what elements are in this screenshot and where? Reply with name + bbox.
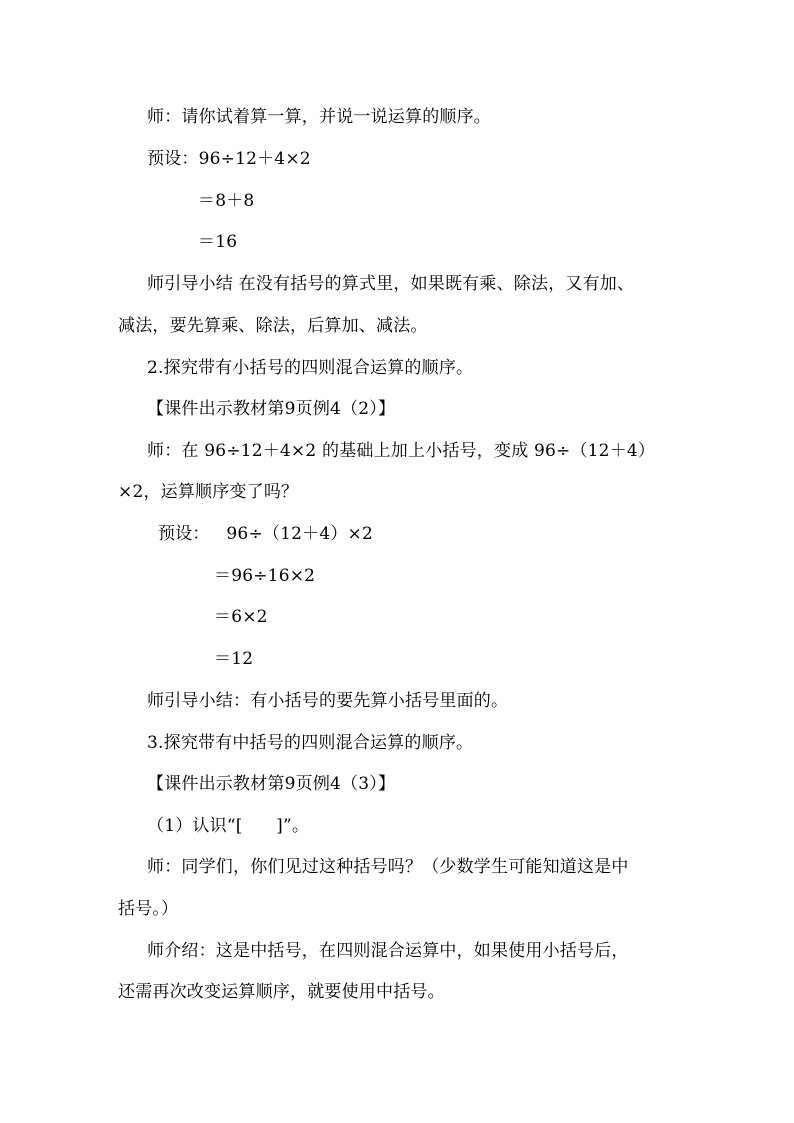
summary-small-brackets: 师引导小结：有小括号的要先算小括号里面的。 (147, 691, 509, 711)
preset-expression-line: 预设：96÷12＋4×2 (147, 149, 311, 169)
teacher-ask-students-line-2: 括号。） (118, 899, 179, 919)
section-heading-2: 2.探究带有小括号的四则混合运算的顺序。 (147, 358, 474, 378)
courseware-note-2: 【课件出示教材第9页例4（2）】 (147, 399, 396, 419)
teacher-intro-line-1: 师介绍：这是中括号，在四则混合运算中，如果使用小括号后， (147, 941, 629, 961)
teacher-intro-line-2: 还需再次改变运算顺序，就要使用中括号。 (118, 982, 445, 1002)
bracket-calc-step-2: ＝6×2 (214, 607, 268, 627)
calculation-step-line: ＝8＋8 (198, 191, 255, 211)
calculation-result-line: ＝16 (198, 232, 238, 252)
courseware-note-3: 【课件出示教材第9页例4（3）】 (147, 774, 396, 794)
bracket-calc-result: ＝12 (214, 649, 254, 669)
section-heading-3: 3.探究带有中括号的四则混合运算的顺序。 (147, 733, 474, 753)
summary-line-2: 减法，要先算乘、除法，后算加、减法。 (118, 316, 428, 336)
teacher-question-line-2: ×2，运算顺序变了吗？ (118, 482, 299, 502)
teacher-ask-students-line-1: 师：同学们，你们见过这种括号吗？（少数学生可能知道这是中 (147, 857, 629, 877)
bracket-calc-step-1: ＝96÷16×2 (214, 566, 316, 586)
recognize-square-brackets-line: （1）认识“[ ]”。 (147, 816, 310, 836)
preset-bracket-expression-line: 预设： 96÷（12＋4）×2 (158, 524, 373, 544)
teacher-question-line-1: 师：在 96÷12＋4×2 的基础上加上小括号，变成 96÷（12＋4） (147, 441, 656, 461)
summary-line-1: 师引导小结 在没有括号的算式里，如果既有乘、除法，又有加、 (147, 274, 635, 294)
teacher-prompt-line: 师：请你试着算一算，并说一说运算的顺序。 (147, 107, 491, 127)
